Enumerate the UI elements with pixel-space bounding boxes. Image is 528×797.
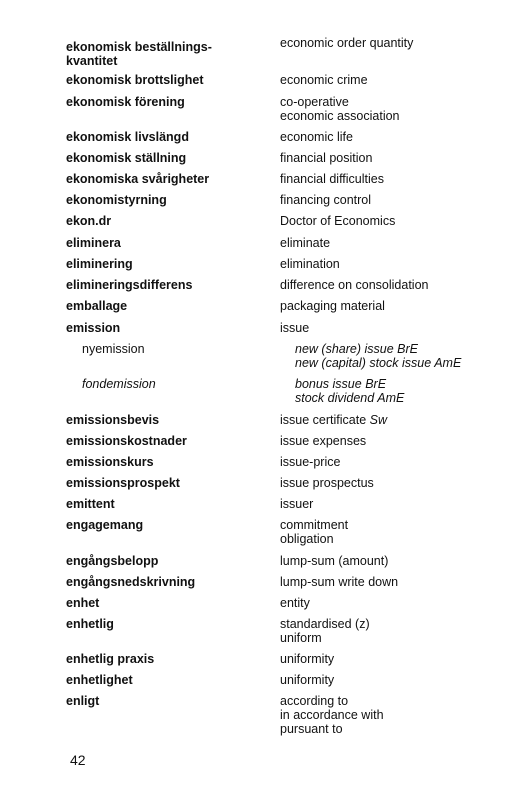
english-translation: new (share) issue BrE new (capital) stock issue AmE	[295, 342, 462, 370]
swedish-subterm: fondemission	[82, 377, 156, 391]
swedish-term: emissionskostnader	[66, 434, 187, 448]
swedish-term: engångsnedskrivning	[66, 575, 196, 589]
english-translation: difference on consolidation	[280, 278, 429, 292]
english-translation: economic crime	[280, 73, 368, 87]
swedish-term: ekonomisk förening	[66, 95, 185, 109]
english-translation: co-operative economic association	[280, 95, 400, 123]
region-tag: BrE	[397, 342, 418, 356]
swedish-term: elimineringsdifferens	[66, 278, 193, 292]
english-translation: Doctor of Economics	[280, 214, 396, 228]
swedish-term: eliminering	[66, 257, 133, 271]
english-translation: issue-price	[280, 455, 341, 469]
english-translation: issuer	[280, 497, 314, 511]
swedish-term: ekon.dr	[66, 214, 112, 228]
english-translation: standardised (z) uniform	[280, 617, 370, 645]
region-tag: Sw	[369, 413, 388, 427]
swedish-term: engagemang	[66, 518, 144, 532]
region-tag: AmE	[377, 391, 405, 405]
swedish-term: emissionsbevis	[66, 413, 160, 427]
region-tag: BrE	[365, 377, 387, 391]
english-translation: uniformity	[280, 652, 335, 666]
english-translation: lump-sum write down	[280, 575, 399, 589]
english-translation: economic order quantity	[280, 36, 414, 50]
swedish-subterm: nyemission	[82, 342, 145, 356]
english-translation: financial difficulties	[280, 172, 384, 186]
swedish-term: emittent	[66, 497, 115, 511]
swedish-term: enhetlig praxis	[66, 652, 155, 666]
english-translation: uniformity	[280, 673, 335, 687]
swedish-term: enhet	[66, 596, 100, 610]
swedish-term: ekonomisk livslängd	[66, 130, 189, 144]
english-translation: issue certificate Sw	[280, 413, 388, 427]
swedish-term: enhetlig	[66, 617, 114, 631]
english-translation: entity	[280, 596, 310, 610]
swedish-term: emissionskurs	[66, 455, 154, 469]
swedish-term: enhetlighet	[66, 673, 133, 687]
swedish-term: ekonomisk ställning	[66, 151, 187, 165]
region-tag: AmE	[434, 356, 462, 370]
swedish-term: ekonomisk beställnings- kvantitet	[66, 40, 212, 68]
english-translation: bonus issue BrE stock dividend AmE	[295, 377, 405, 405]
english-translation: issue	[280, 321, 310, 335]
swedish-term: engångsbelopp	[66, 554, 159, 568]
english-translation: economic life	[280, 130, 353, 144]
english-translation: issue expenses	[280, 434, 367, 448]
swedish-term: emissionsprospekt	[66, 476, 180, 490]
swedish-term: emission	[66, 321, 121, 335]
page-number: 42	[70, 752, 86, 768]
english-translation: according to in accordance with pursuant to	[280, 694, 384, 736]
swedish-term: ekonomisk brottslighet	[66, 73, 204, 87]
english-translation: eliminate	[280, 236, 331, 250]
english-translation: financing control	[280, 193, 372, 207]
english-translation: packaging material	[280, 299, 385, 313]
english-translation: elimination	[280, 257, 340, 271]
swedish-term: enligt	[66, 694, 100, 708]
english-translation: financial position	[280, 151, 373, 165]
swedish-term: emballage	[66, 299, 128, 313]
swedish-term: eliminera	[66, 236, 121, 250]
swedish-term: ekonomistyrning	[66, 193, 167, 207]
english-translation: commitment obligation	[280, 518, 349, 546]
english-translation: issue prospectus	[280, 476, 374, 490]
swedish-term: ekonomiska svårigheter	[66, 172, 210, 186]
english-translation: lump-sum (amount)	[280, 554, 389, 568]
